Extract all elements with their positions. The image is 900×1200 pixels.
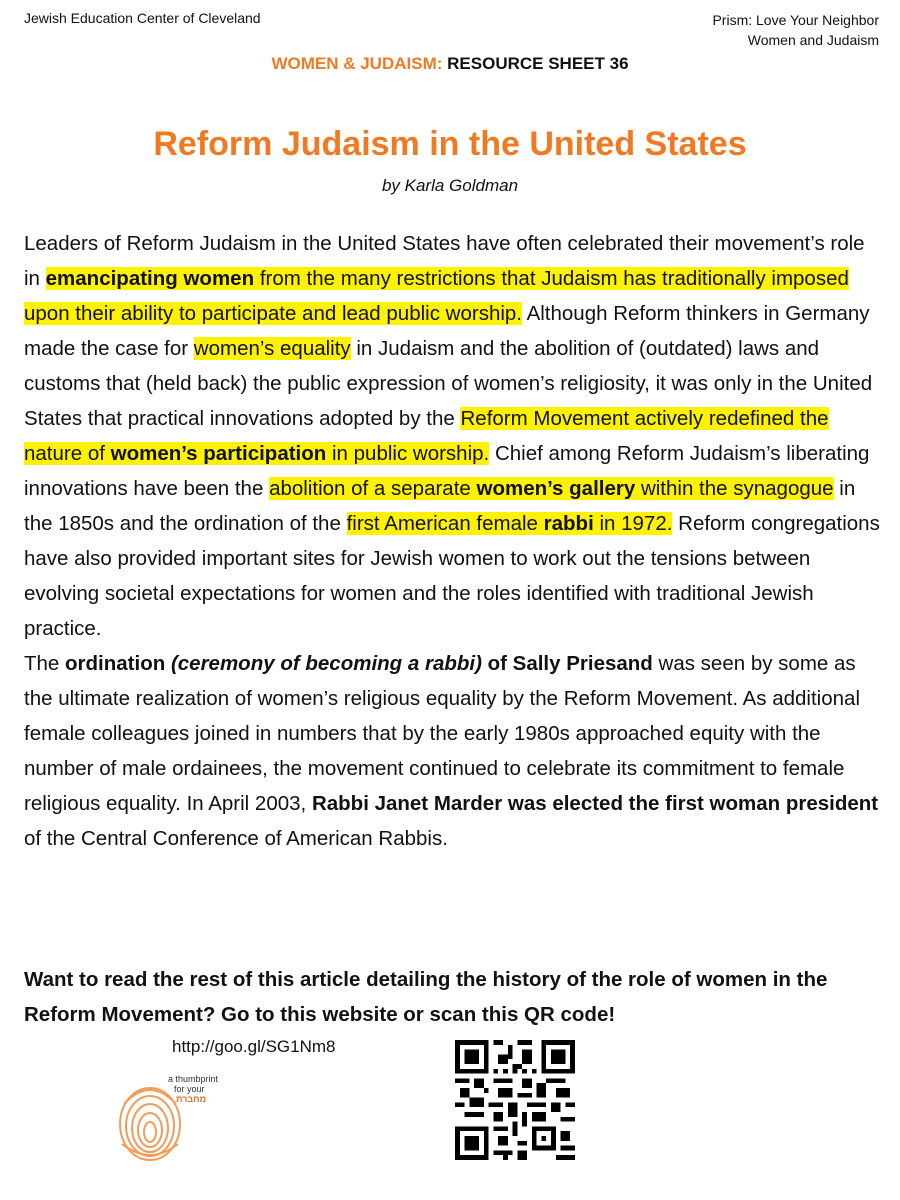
article-body bbox=[24, 226, 884, 856]
byline: by Karla Goldman bbox=[381, 176, 519, 195]
highlight bbox=[347, 512, 673, 535]
bold-run: ordination bbox=[65, 652, 166, 675]
sheet-number: RESOURCE SHEET 36 bbox=[447, 54, 629, 73]
bold-run: emancipating women bbox=[45, 267, 255, 290]
text-run: Although Reform thinkers in Germany made the case for bbox=[24, 302, 870, 360]
text-run: Reform congregations have also provided important sites for Jewish women to work out the tensions between evolving societal expectations for women and the roles identified with traditional Jewish practice. bbox=[24, 512, 880, 640]
call-to-action: Want to read the rest of this article detailing the history of the role of women in the Reform Movement? Go to this website or scan this QR code! bbox=[24, 968, 828, 1026]
text-run: Leaders of Reform Judaism in the United States have often celebrated their movement’s role in bbox=[24, 232, 865, 290]
text-run: Reform Movement actively redefined the nature of bbox=[24, 407, 829, 465]
highlight bbox=[269, 477, 834, 500]
paragraph-2 bbox=[24, 646, 884, 856]
page-title: Reform Judaism in the United States bbox=[153, 125, 747, 163]
header-series-line1: Prism: Love Your Neighbor bbox=[712, 12, 879, 28]
resource-sheet-label bbox=[0, 54, 900, 74]
logo-line: for your bbox=[174, 1084, 205, 1094]
text-run: from the many restrictions that Judaism has traditionally imposed upon their ability to participate and lead public worship. bbox=[24, 267, 849, 325]
text-run: within the synagogue bbox=[635, 477, 834, 500]
logo-text bbox=[168, 1074, 218, 1104]
logo-hebrew: מחברת bbox=[176, 1094, 206, 1104]
qr-code-icon[interactable] bbox=[455, 1040, 575, 1160]
header-org: Jewish Education Center of Cleveland bbox=[24, 10, 261, 26]
highlight: women’s equality bbox=[193, 337, 351, 360]
text-run: first American female bbox=[346, 512, 544, 535]
text-run: Chief among Reform Judaism’s liberating innovations have been the bbox=[24, 442, 870, 500]
article-link[interactable]: http://goo.gl/SG1Nm8 bbox=[172, 1037, 336, 1056]
sheet-topic: WOMEN & JUDAISM: bbox=[271, 54, 443, 73]
text-run: in 1972. bbox=[593, 512, 673, 535]
logo-line: a thumbprint bbox=[168, 1074, 219, 1084]
bold-run: women’s participation bbox=[110, 442, 327, 465]
text-run: in public worship. bbox=[326, 442, 490, 465]
text-run: was seen by some as the ultimate realization of women’s religious equality by the Reform Movement. As additional female colleagues joined in numbers that by the early 1980s approached equity with the number of male ordainees, the movement continued to celebrate its commitment to female religious equality. In April 2003, bbox=[24, 652, 860, 815]
text-run: The bbox=[24, 652, 66, 675]
bold-run: Rabbi Janet Marder was elected the first woman president bbox=[311, 792, 879, 815]
text-run: in Judaism and the abolition of (outdated) laws and customs that (held back) the public expression of women’s religiosity, it was only in the United States that practical innovations adopted by the bbox=[24, 337, 873, 430]
bold-run: rabbi bbox=[543, 512, 594, 535]
paragraph-1 bbox=[24, 226, 884, 646]
text-run: abolition of a separate bbox=[269, 477, 477, 500]
text-run: in the 1850s and the ordination of the bbox=[24, 477, 856, 535]
bold-run: of Sally Priesand bbox=[481, 652, 653, 675]
text-run: of the Central Conference of American Rabbis. bbox=[24, 827, 448, 850]
bold-italic-run: (ceremony of becoming a rabbi) bbox=[165, 652, 482, 675]
header-series-line2: Women and Judaism bbox=[747, 32, 879, 48]
header-series bbox=[712, 10, 879, 50]
bold-run: women’s gallery bbox=[476, 477, 636, 500]
